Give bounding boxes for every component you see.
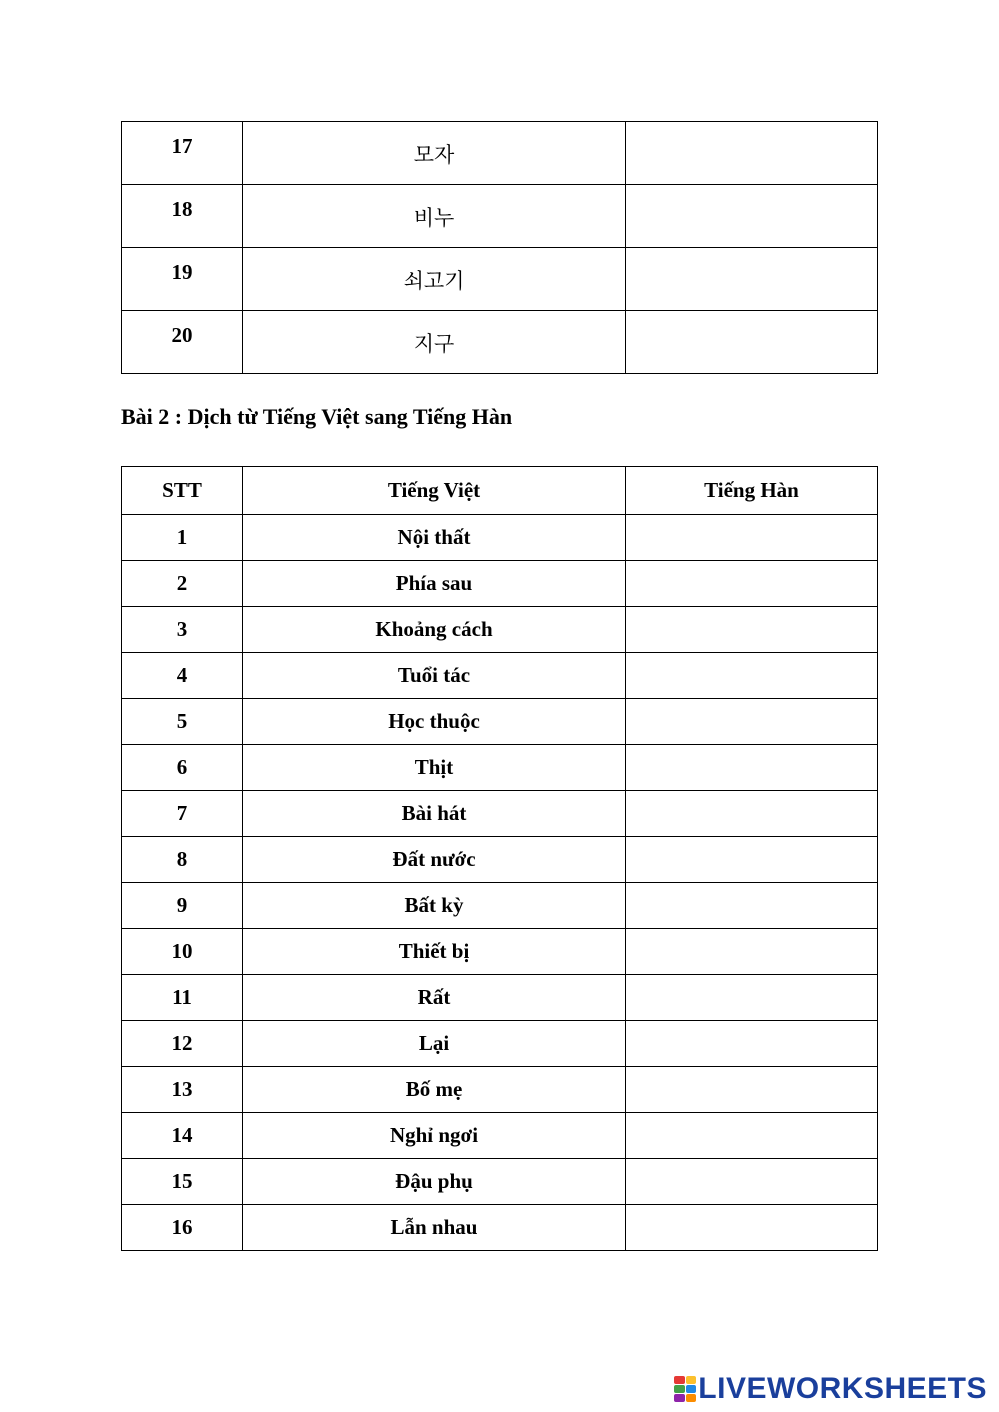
- row-number: 19: [122, 248, 243, 311]
- table-row: [122, 975, 878, 1021]
- answer-cell[interactable]: [626, 311, 878, 374]
- row-number: 20: [122, 311, 243, 374]
- row-number: 16: [122, 1205, 243, 1251]
- vietnamese-word: Nội thất: [243, 515, 626, 561]
- row-number: 15: [122, 1159, 243, 1205]
- vietnamese-word: Đất nước: [243, 837, 626, 883]
- header-vietnamese: Tiếng Việt: [243, 467, 626, 515]
- vietnamese-word: Lại: [243, 1021, 626, 1067]
- table-row: [122, 1021, 878, 1067]
- header-korean: Tiếng Hàn: [626, 467, 878, 515]
- answer-cell[interactable]: [626, 1067, 878, 1113]
- answer-cell[interactable]: [626, 515, 878, 561]
- row-number: 10: [122, 929, 243, 975]
- exercise-2-heading: Bài 2 : Dịch từ Tiếng Việt sang Tiếng Hàn: [121, 404, 513, 429]
- answer-cell[interactable]: [626, 929, 878, 975]
- vietnamese-word: Rất: [243, 975, 626, 1021]
- logo-mark-icon: [674, 1376, 696, 1402]
- vietnamese-word: Bố mẹ: [243, 1067, 626, 1113]
- table-row: [122, 653, 878, 699]
- row-number: 17: [122, 122, 243, 185]
- korean-word: 지구: [243, 311, 626, 374]
- row-number: 11: [122, 975, 243, 1021]
- table-row: [122, 311, 878, 374]
- answer-cell[interactable]: [626, 1205, 878, 1251]
- row-number: 3: [122, 607, 243, 653]
- vietnamese-word: Thịt: [243, 745, 626, 791]
- row-number: 9: [122, 883, 243, 929]
- logo-mark-block: [686, 1376, 697, 1384]
- logo-mark-block: [686, 1385, 697, 1393]
- translation-table: [121, 466, 878, 1251]
- table-row: [122, 929, 878, 975]
- vietnamese-word: Tuổi tác: [243, 653, 626, 699]
- korean-word: 쇠고기: [243, 248, 626, 311]
- answer-cell[interactable]: [626, 837, 878, 883]
- answer-cell[interactable]: [626, 975, 878, 1021]
- logo-mark-block: [686, 1394, 697, 1402]
- korean-word: 비누: [243, 185, 626, 248]
- table-row: [122, 248, 878, 311]
- table-row: [122, 1159, 878, 1205]
- header-row: [122, 467, 878, 515]
- row-number: 7: [122, 791, 243, 837]
- vietnamese-word: Phía sau: [243, 561, 626, 607]
- table-row: [122, 883, 878, 929]
- row-number: 14: [122, 1113, 243, 1159]
- answer-cell[interactable]: [626, 122, 878, 185]
- table-row: [122, 745, 878, 791]
- table-row: [122, 1205, 878, 1251]
- vietnamese-word: Nghỉ ngơi: [243, 1113, 626, 1159]
- table-row: [122, 1113, 878, 1159]
- answer-cell[interactable]: [626, 185, 878, 248]
- row-number: 6: [122, 745, 243, 791]
- vietnamese-word: Đậu phụ: [243, 1159, 626, 1205]
- korean-word: 모자: [243, 122, 626, 185]
- vocab-table-part1: [121, 121, 878, 374]
- liveworksheets-logo: [674, 1372, 987, 1406]
- table-row: [122, 607, 878, 653]
- table-row: [122, 122, 878, 185]
- vietnamese-word: Bất kỳ: [243, 883, 626, 929]
- logo-mark-block: [674, 1385, 685, 1393]
- row-number: 2: [122, 561, 243, 607]
- row-number: 5: [122, 699, 243, 745]
- answer-cell[interactable]: [626, 1021, 878, 1067]
- table-row: [122, 515, 878, 561]
- row-number: 1: [122, 515, 243, 561]
- logo-mark-block: [674, 1376, 685, 1384]
- row-number: 8: [122, 837, 243, 883]
- vietnamese-word: Lẫn nhau: [243, 1205, 626, 1251]
- row-number: 13: [122, 1067, 243, 1113]
- vietnamese-word: Khoảng cách: [243, 607, 626, 653]
- row-number: 12: [122, 1021, 243, 1067]
- answer-cell[interactable]: [626, 653, 878, 699]
- table-row: [122, 791, 878, 837]
- vietnamese-word: Học thuộc: [243, 699, 626, 745]
- answer-cell[interactable]: [626, 791, 878, 837]
- table-row: [122, 699, 878, 745]
- answer-cell[interactable]: [626, 607, 878, 653]
- table-row: [122, 561, 878, 607]
- logo-text: LIVEWORKSHEETS: [698, 1372, 987, 1405]
- logo-mark-block: [674, 1394, 685, 1402]
- table-row: [122, 837, 878, 883]
- row-number: 4: [122, 653, 243, 699]
- table-row: [122, 185, 878, 248]
- vietnamese-word: Bài hát: [243, 791, 626, 837]
- answer-cell[interactable]: [626, 561, 878, 607]
- answer-cell[interactable]: [626, 745, 878, 791]
- row-number: 18: [122, 185, 243, 248]
- header-stt: STT: [122, 467, 243, 515]
- answer-cell[interactable]: [626, 883, 878, 929]
- vietnamese-word: Thiết bị: [243, 929, 626, 975]
- answer-cell[interactable]: [626, 1159, 878, 1205]
- answer-cell[interactable]: [626, 248, 878, 311]
- answer-cell[interactable]: [626, 699, 878, 745]
- answer-cell[interactable]: [626, 1113, 878, 1159]
- table-row: [122, 1067, 878, 1113]
